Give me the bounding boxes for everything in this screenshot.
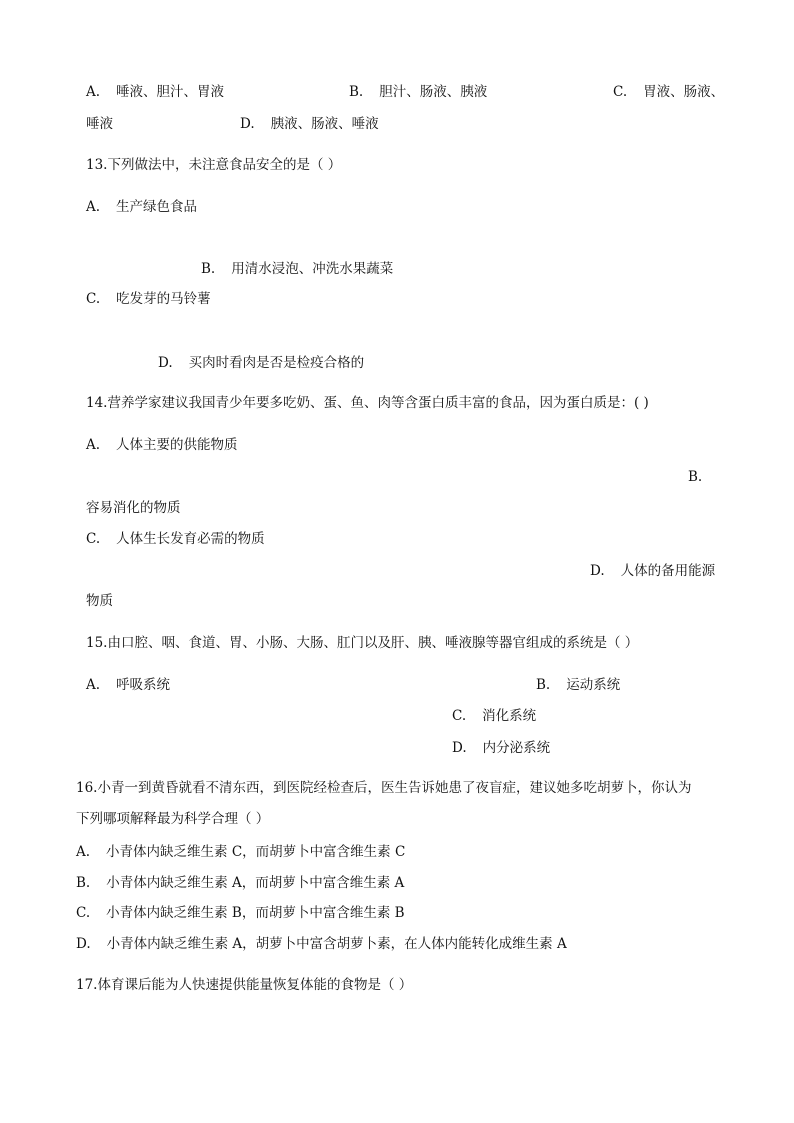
q14-option-d xyxy=(590,562,715,580)
option-text: 人体生长发育必需的物质 xyxy=(116,531,265,547)
option-text: 运动系统 xyxy=(566,677,621,693)
q16-option-a xyxy=(76,843,405,861)
option-text: 小青体内缺乏维生素 C，而胡萝卜中富含维生素 C xyxy=(106,844,406,860)
option-text: 小青体内缺乏维生素 A，胡萝卜中富含胡萝卜素，在人体内能转化成维生素 A xyxy=(106,936,567,952)
option-label: B. xyxy=(349,84,364,100)
option-text: 用清水浸泡、冲洗水果蔬菜 xyxy=(231,261,394,277)
option-text: 小青体内缺乏维生素 A，而胡萝卜中富含维生素 A xyxy=(106,875,405,891)
q16-stem-line1: 16.小青一到黄昏就看不清东西，到医院经检查后，医生告诉她患了夜盲症，建议她多吃胡萝卜，你认为 xyxy=(76,780,692,796)
option-label: B. xyxy=(201,261,216,277)
option-text: 胃液、肠液、 xyxy=(643,84,725,100)
option-text: 呼吸系统 xyxy=(116,677,171,693)
option-text: 内分泌系统 xyxy=(482,740,551,756)
option-label: C. xyxy=(613,84,628,100)
option-text: 买肉时看肉是否是检疫合格的 xyxy=(188,355,365,371)
q12-option-c xyxy=(613,83,724,101)
q13-option-d xyxy=(158,354,364,372)
q12-option-b xyxy=(349,83,487,101)
option-text: 消化系统 xyxy=(482,708,537,724)
option-label: D. xyxy=(158,355,173,371)
option-label: B. xyxy=(536,677,551,693)
option-label: C. xyxy=(86,291,101,307)
q14-option-a xyxy=(86,436,238,454)
q15-option-a xyxy=(86,676,170,694)
q13-stem: 13.下列做法中，未注意食品安全的是（ ） xyxy=(86,157,342,173)
option-label: C. xyxy=(86,531,101,547)
option-label: B. xyxy=(76,875,91,891)
q14-option-c xyxy=(86,530,265,548)
option-text: 小青体内缺乏维生素 B，而胡萝卜中富含维生素 B xyxy=(106,905,405,921)
option-text: 胰液、肠液、唾液 xyxy=(270,116,379,132)
option-label: A. xyxy=(86,437,101,453)
q16-option-c xyxy=(76,904,405,922)
option-label: A. xyxy=(86,199,101,215)
q14-option-b-text: 容易消化的物质 xyxy=(86,500,181,516)
q17-stem: 17.体育课后能为人快速提供能量恢复体能的食物是（ ） xyxy=(76,977,413,993)
option-label: C. xyxy=(76,905,91,921)
q12-option-c-continued: 唾液 xyxy=(86,116,113,132)
q14-option-b-label: B. xyxy=(688,469,703,485)
option-label: A. xyxy=(86,677,101,693)
q15-stem: 15.由口腔、咽、食道、胃、小肠、大肠、肛门以及肝、胰、唾液腺等器官组成的系统是（ ） xyxy=(86,635,639,651)
option-text: 吃发芽的马铃薯 xyxy=(116,291,211,307)
option-text: 生产绿色食品 xyxy=(116,199,198,215)
q14-option-d-continued: 物质 xyxy=(86,593,113,609)
option-label: D. xyxy=(452,740,467,756)
q12-option-a xyxy=(86,83,224,101)
q16-option-b xyxy=(76,874,404,892)
option-label: A. xyxy=(86,84,101,100)
q12-option-d xyxy=(240,115,379,133)
option-label: D. xyxy=(590,563,605,579)
q13-option-b xyxy=(201,260,393,278)
q13-option-c xyxy=(86,290,211,308)
q15-option-d xyxy=(452,739,550,757)
q15-option-b xyxy=(536,676,620,694)
q16-stem-line2: 下列哪项解释最为科学合理（ ） xyxy=(76,811,270,827)
q14-stem: 14.营养学家建议我国青少年要多吃奶、蛋、鱼、肉等含蛋白质丰富的食品，因为蛋白质是：( ) xyxy=(86,395,649,411)
q13-option-a xyxy=(86,198,197,216)
option-label: D. xyxy=(240,116,255,132)
option-text: 人体主要的供能物质 xyxy=(116,437,238,453)
option-label: C. xyxy=(452,708,467,724)
q16-option-d xyxy=(76,935,567,953)
option-label: A. xyxy=(76,844,91,860)
q15-option-c xyxy=(452,707,536,725)
option-text: 唾液、胆汁、胃液 xyxy=(116,84,225,100)
option-text: 胆汁、肠液、胰液 xyxy=(379,84,488,100)
option-label: D. xyxy=(76,936,91,952)
option-text: 人体的备用能源 xyxy=(620,563,716,579)
